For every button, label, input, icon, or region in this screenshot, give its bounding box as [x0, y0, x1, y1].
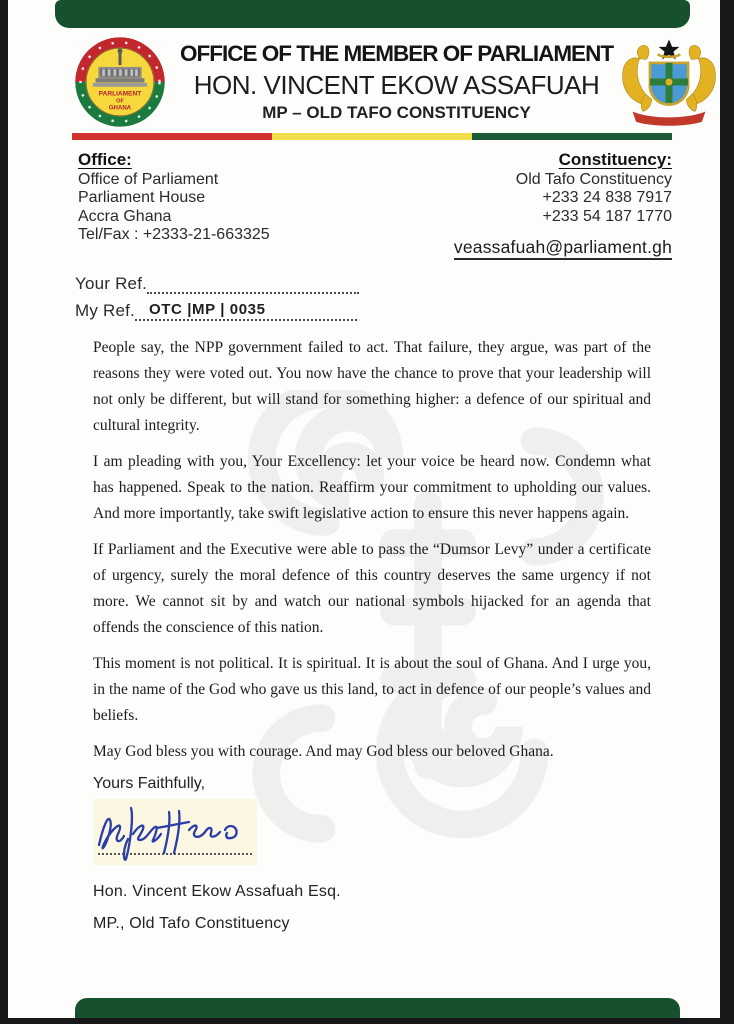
- signatory-title: MP., Old Tafo Constituency: [93, 914, 290, 932]
- flag-yellow-segment: [272, 133, 472, 140]
- svg-text:PARLIAMENT: PARLIAMENT: [98, 90, 142, 98]
- constituency-address-block: [454, 151, 672, 260]
- paragraph: This moment is not political. It is spiritual. It is about the soul of Ghana. And I urge you, in the name of the God who gave us this land, to act in defence of our people’s values and beliefs.: [93, 654, 651, 724]
- ghana-coat-of-arms-icon: [617, 36, 720, 128]
- constituency-label: Constituency:: [558, 150, 672, 169]
- my-ref-leader: [135, 300, 357, 321]
- svg-text:GHANA: GHANA: [108, 104, 132, 112]
- bottom-green-bar: [75, 998, 680, 1018]
- letterhead-text: [176, 40, 617, 123]
- constituency-phone: +233 24 838 7917: [542, 189, 672, 206]
- my-ref-value: OTC |MP | 0035: [148, 300, 266, 318]
- reference-block: [8, 260, 720, 321]
- constituency-line: Old Tafo Constituency: [515, 170, 672, 188]
- your-ref-label: Your Ref.: [75, 273, 148, 293]
- office-title: OFFICE OF THE MEMBER OF PARLIAMENT: [180, 40, 614, 66]
- signatory-name: Hon. Vincent Ekow Assafuah Esq.: [93, 882, 341, 900]
- flag-green-segment: [472, 133, 672, 140]
- office-line: Accra Ghana: [78, 207, 172, 225]
- office-label: Office:: [78, 150, 132, 169]
- letter-body: [93, 335, 651, 933]
- flag-red-segment: [72, 133, 272, 140]
- office-line: Office of Parliament: [78, 170, 219, 188]
- closing-salutation: Yours Faithfully,: [93, 774, 206, 792]
- signature-image: [93, 799, 257, 865]
- mp-name: HON. VINCENT EKOW ASSAFUAH: [193, 70, 600, 101]
- parliament-of-ghana-logo: [64, 35, 176, 129]
- letter-page: [8, 0, 720, 1018]
- paragraph: May God bless you with courage. And may God bless our beloved Ghana.: [93, 742, 554, 760]
- handwritten-signature-icon: [93, 799, 257, 865]
- svg-text:OF: OF: [116, 98, 124, 105]
- my-ref-label: My Ref.: [75, 300, 135, 320]
- paragraph: People say, the NPP government failed to act. That failure, they argue, was part of the reasons they were voted out. You now have the chance to prove that your leadership will not only be different, but will stand for something higher: a defence of our spiritual and cultural integrity.: [93, 338, 651, 434]
- constituency-phone: +233 54 187 1770: [542, 207, 672, 225]
- office-address-block: [78, 151, 270, 260]
- my-ref-line: [75, 301, 720, 321]
- email-address: veassafuah@parliament.gh: [454, 238, 672, 260]
- office-line: Parliament House: [78, 189, 206, 206]
- paragraph: If Parliament and the Executive were able to pass the “Dumsor Levy” under a certificate of urgency, surely the moral defence of this country deserves the same urgency if not more. We cannot sit by and watch our national symbols hijacked for an agenda that offends the conscience of this nation.: [93, 540, 651, 636]
- your-ref-leader: [147, 276, 359, 294]
- address-row: [8, 140, 720, 260]
- ghana-flag-divider: [72, 133, 672, 140]
- constituency-subtitle: MP – OLD TAFO CONSTITUENCY: [262, 103, 531, 123]
- your-ref-line: [75, 274, 720, 294]
- office-telfax: Tel/Fax : +2333-21-663325: [78, 226, 270, 243]
- letterhead: [8, 28, 720, 133]
- top-green-bar: [55, 0, 690, 28]
- paragraph: I am pleading with you, Your Excellency: let your voice be heard now. Condemn what has happened. Speak to the nation. Reaffirm your commitment to upholding our values. And more importantly, take swift legislative action to ensure this never happens again.: [93, 452, 651, 522]
